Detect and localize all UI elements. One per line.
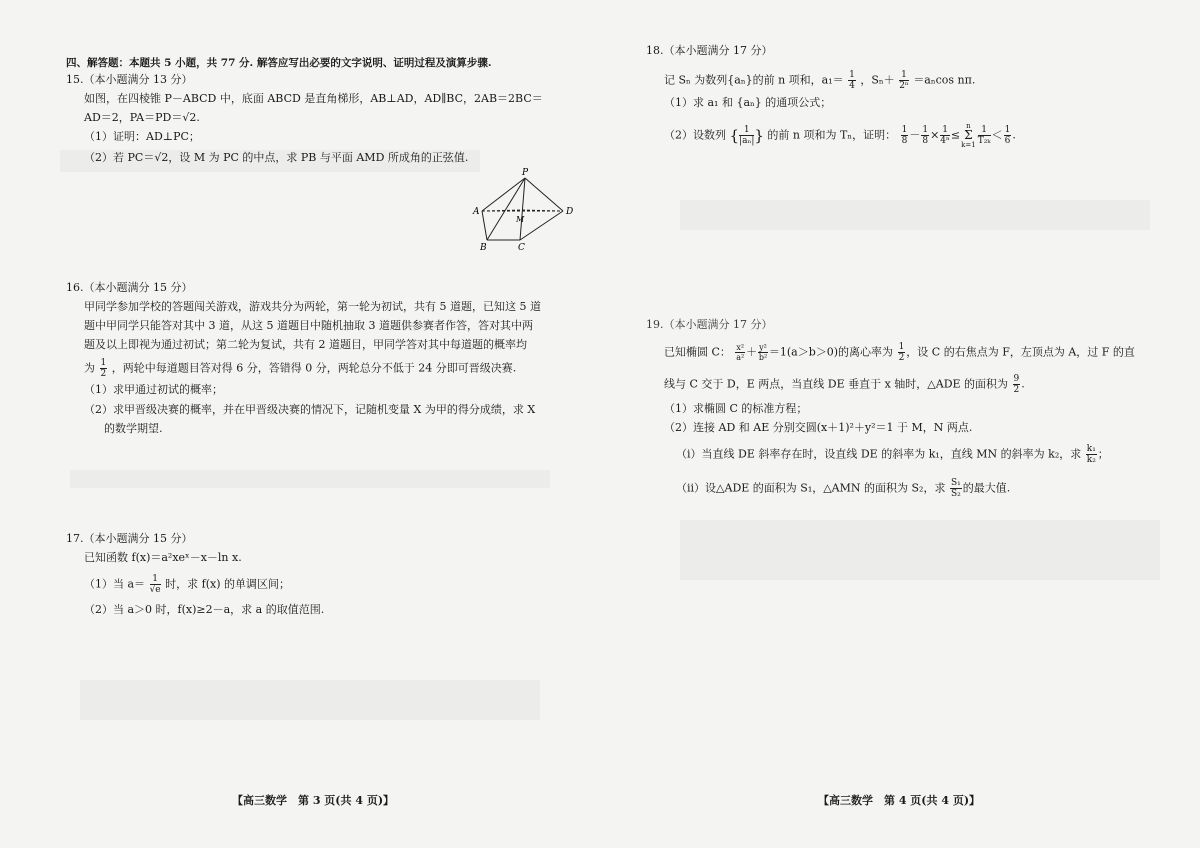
- question-15-title: 15.（本小题满分 13 分）: [66, 73, 193, 86]
- question-15-part2: （2）若 PC＝√2，设 M 为 PC 的中点，求 PB 与平面 AMD 所成角的正弦值.: [84, 151, 469, 164]
- fraction: $\frac{9}{2}$: [1013, 374, 1020, 395]
- question-16-text-line3: 题及以上即视为通过初试；第二轮为复试，共有 2 道题目，甲同学答对其中每道题的概率均: [84, 338, 527, 351]
- question-18-text-line1: 记 Sₙ 为数列{aₙ}的前 n 项和，a₁＝ $\frac{1}{4}$ ，Sₙ＋ $\frac{1}{\text{2ⁿ}}$ ＝aₙcos nπ.: [664, 70, 976, 91]
- fraction: $\frac{1}{\text{4ⁿ}}$: [940, 125, 950, 146]
- fraction: $\frac{1}{\text{2ⁿ}}$: [899, 70, 909, 91]
- exam-page-4: [600, 0, 1200, 848]
- question-19-text-line1: 已知椭圆 C： $\frac{\text{x²}}{\text{a²}}$ ＋ $\frac{\text{y²}}{\text{b²}}$ ＝1(a＞b＞0)的离心率为 $\frac{1}{2}$ ，设 C 的右焦点为 F，左顶点为 A，过 F 的直: [664, 342, 1135, 363]
- fraction: $\frac{\text{x²}}{\text{a²}}$: [736, 343, 745, 362]
- summation: n Σ k=1: [961, 122, 976, 149]
- label-m: M: [516, 215, 525, 224]
- question-16-title: 16.（本小题满分 15 分）: [66, 281, 193, 294]
- question-18-part2: （2）设数列 { $\frac{1}{\text{|aₙ|}}$ } 的前 n 项和为 Tₙ，证明： $\frac{1}{8}$ － $\frac{1}{8}$ × $\frac{1}{\text{4ⁿ}}$ ≤ n Σ k=1 $\frac{1}{\text{T₂ₖ}}$ ＜ $\frac{1}{6}$ .: [664, 122, 1016, 149]
- question-19-part1: （1）求椭圆 C 的标准方程；: [664, 402, 808, 415]
- edge-pd: [525, 178, 563, 211]
- label-p: P: [522, 168, 529, 178]
- question-18-title: 18.（本小题满分 17 分）: [646, 44, 773, 57]
- label-b: B: [480, 243, 487, 253]
- question-17-part2: （2）当 a＞0 时，f(x)≥2－a，求 a 的取值范围.: [84, 603, 325, 616]
- label-c: C: [518, 243, 525, 253]
- question-17-part1: （1）当 a＝ $\frac{1}{√e}$ 时，求 f(x) 的单调区间；: [84, 574, 290, 595]
- question-16-part2: （2）求甲晋级决赛的概率，并在甲晋级决赛的情况下，记随机变量 X 为甲的得分成绩，求 X: [84, 403, 536, 416]
- fraction: $\frac{1}{2}$: [898, 342, 905, 363]
- question-19-title: 19.（本小题满分 17 分）: [646, 318, 773, 331]
- fraction: $\frac{1}{√e}$: [149, 574, 161, 595]
- fraction: $\frac{1}{8}$: [922, 125, 929, 146]
- question-16-text-line1: 甲同学参加学校的答题闯关游戏，游戏共分为两轮，第一轮为初试，共有 5 道题，已知这 5 道: [84, 300, 541, 313]
- question-16-part1: （1）求甲通过初试的概率；: [84, 383, 223, 396]
- pyramid-figure: [470, 168, 580, 253]
- question-16-text-line4: 为 $\frac{1}{2}$ ，两轮中每道题目答对得 6 分，答错得 0 分，两轮总分不低于 24 分即可晋级决赛.: [84, 358, 517, 379]
- fraction: $\frac{1}{8}$: [901, 125, 908, 146]
- question-15-text-line2: AD＝2，PA＝PD＝√2.: [84, 111, 200, 124]
- fraction: $\frac{1}{2}$: [100, 358, 107, 379]
- label-a: A: [473, 207, 480, 217]
- fraction: $\frac{\text{y²}}{\text{b²}}$: [758, 343, 768, 362]
- question-18-part1: （1）求 a₁ 和 {aₙ} 的通项公式；: [664, 96, 832, 109]
- edge-cd: [520, 211, 563, 240]
- section-header: 四、解答题：本题共 5 小题，共 77 分. 解答应写出必要的文字说明、证明过程及演算步骤.: [66, 57, 492, 69]
- edge-pb: [487, 178, 525, 240]
- question-19-text-line2: 线与 C 交于 D，E 两点，当直线 DE 垂直于 x 轴时，△ADE 的面积为 $\frac{9}{2}$ .: [664, 374, 1025, 395]
- question-17-title: 17.（本小题满分 15 分）: [66, 532, 193, 545]
- fraction: $\frac{1}{\text{|aₙ|}}$: [739, 125, 755, 146]
- fraction: $\frac{\text{k₁}}{\text{k₂}}$: [1086, 444, 1096, 465]
- page-footer: 【高三数学 第 3 页(共 4 页)】: [232, 794, 395, 807]
- fraction: $\frac{1}{6}$: [1004, 125, 1011, 146]
- fraction: $\frac{1}{4}$: [849, 70, 855, 91]
- question-19-sub2: （ⅱ）设△ADE 的面积为 S₁，△AMN 的面积为 S₂，求 $\frac{\text{S₁}}{\text{S₂}}$ 的最大值.: [676, 478, 1011, 499]
- question-15-text-line1: 如图，在四棱锥 P－ABCD 中，底面 ABCD 是直角梯形，AB⊥AD，AD∥BC，2AB＝2BC＝: [84, 92, 543, 105]
- question-19-sub1: （ⅰ）当直线 DE 斜率存在时，设直线 DE 的斜率为 k₁，直线 MN 的斜率为 k₂，求 $\frac{\text{k₁}}{\text{k₂}}$ ；: [676, 444, 1109, 465]
- fraction: $\frac{1}{\text{T₂ₖ}}$: [977, 125, 991, 146]
- fraction: $\frac{\text{S₁}}{\text{S₂}}$: [950, 478, 961, 499]
- edge-pa: [482, 178, 525, 211]
- edge-pc: [520, 178, 525, 240]
- question-15-part1: （1）证明：AD⊥PC；: [84, 130, 200, 143]
- question-19-part2: （2）连接 AD 和 AE 分别交圆(x＋1)²＋y²＝1 于 M，N 两点.: [664, 421, 973, 434]
- question-16-part2-cont: 的数学期望.: [104, 422, 163, 435]
- question-17-text-line1: 已知函数 f(x)＝a²xeˣ－x－ln x.: [84, 551, 242, 564]
- page-footer: 【高三数学 第 4 页(共 4 页)】: [818, 794, 981, 807]
- label-d: D: [566, 207, 574, 217]
- question-16-text-line2: 题中甲同学只能答对其中 3 道，从这 5 道题目中随机抽取 3 道题供参赛者作答，答对其中两: [84, 319, 533, 332]
- edge-ab: [482, 211, 487, 240]
